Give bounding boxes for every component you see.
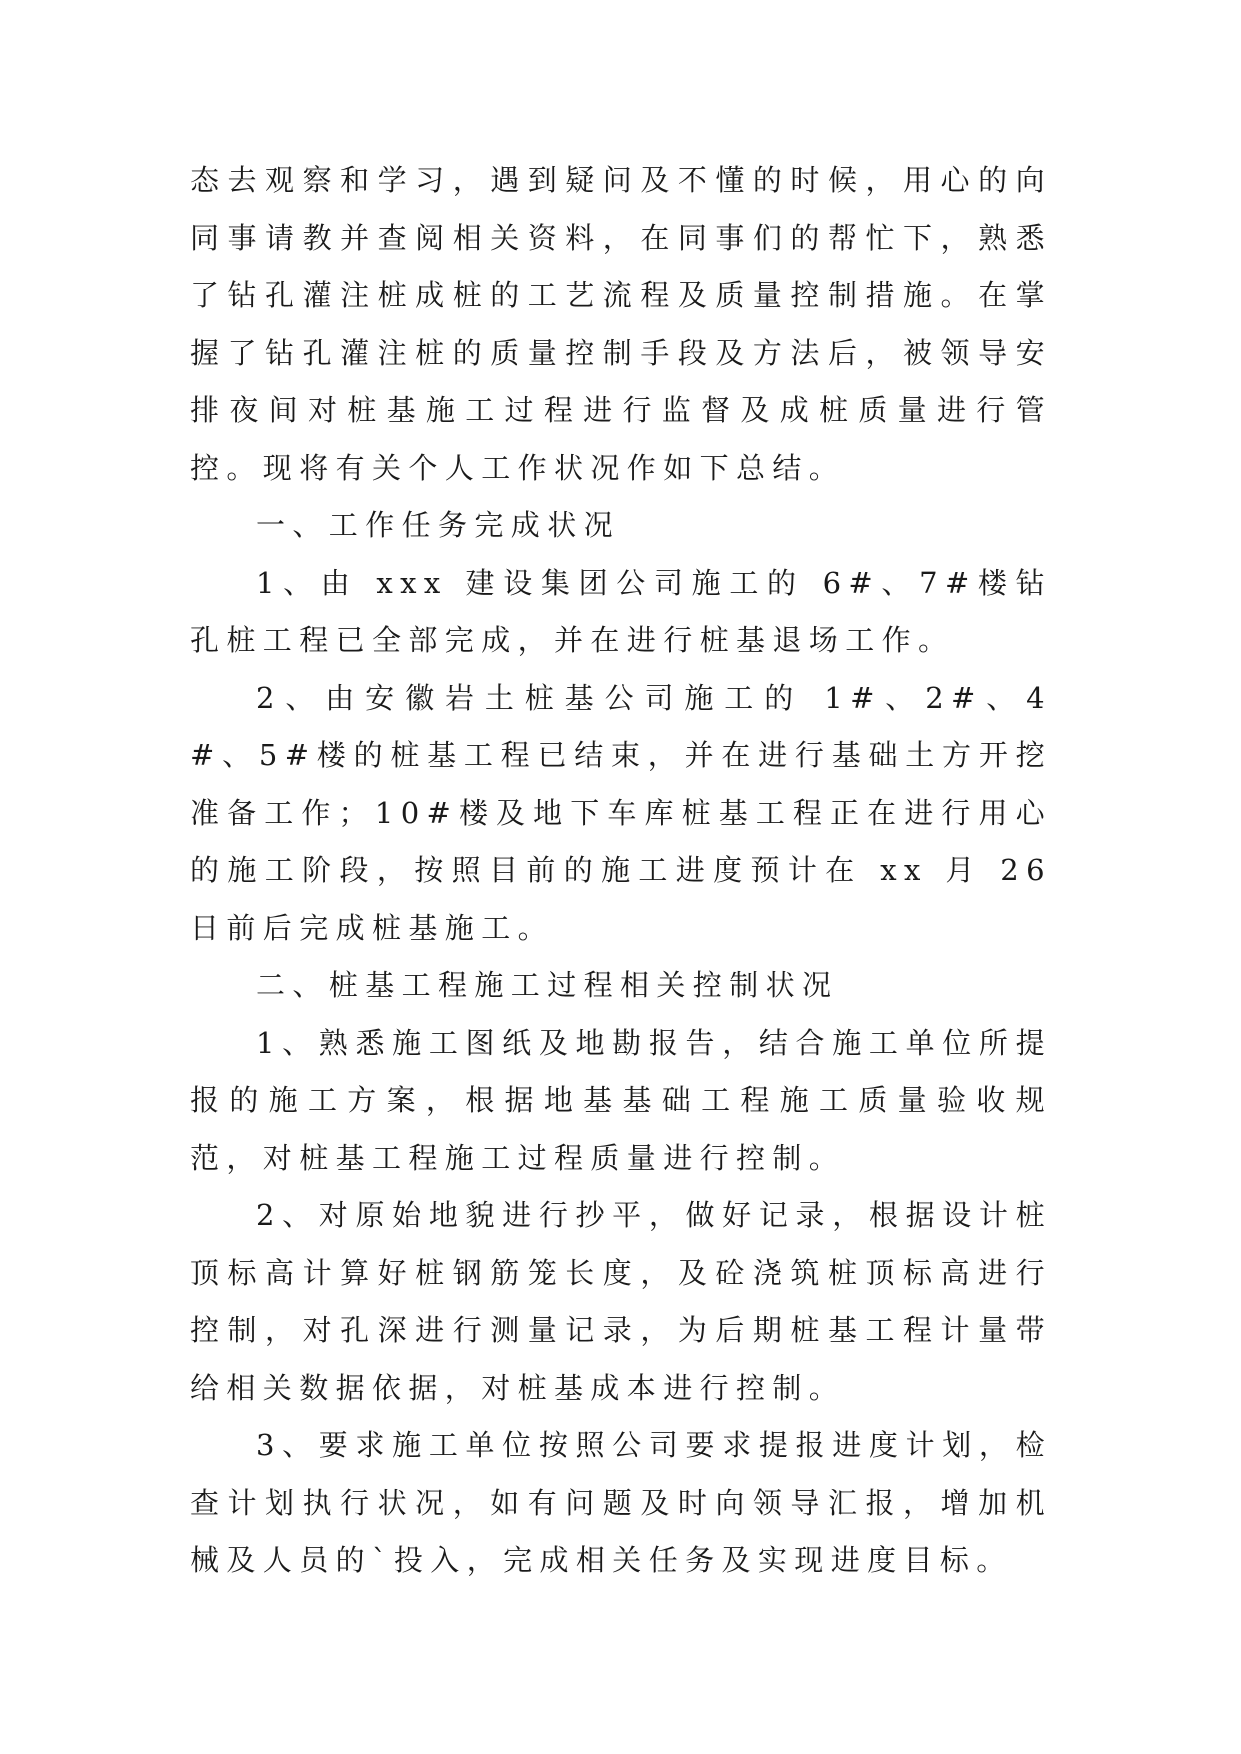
paragraph-task-item-2: 2、由安徽岩土桩基公司施工的 1#、2#、4#、5#楼的桩基工程已结束，并在进行基础土方开挖准备工作；10#楼及地下车库桩基工程正在进行用心的施工阶段，按照目前的施工进度预计在 xx 月 26 日前后完成桩基施工。 (190, 680, 1052, 945)
paragraph-task-item-1: 1、由 xxx 建设集团公司施工的 6#、7#楼钻孔桩工程已全部完成，并在进行桩基退场工作。 (190, 565, 1052, 657)
paragraph-control-item-2: 2、对原始地貌进行抄平，做好记录，根据设计桩顶标高计算好桩钢筋笼长度，及砼浇筑桩顶标高进行控制，对孔深进行测量记录，为后期桩基工程计量带给相关数据依据，对桩基成本进行控制。 (190, 1198, 1052, 1405)
paragraph-intro-continuation: 态去观察和学习，遇到疑问及不懂的时候，用心的向同事请教并查阅相关资料，在同事们的帮忙下，熟悉了钻孔灌注桩成桩的工艺流程及质量控制措施。在掌握了钻孔灌注桩的质量控制手段及方法后，被领导安排夜间对桩基施工过程进行监督及成桩质量进行管控。现将有关个人工作状况作如下总结。 (190, 163, 1052, 485)
section-heading-task-status: 一、工作任务完成状况 (256, 508, 621, 542)
paragraph-control-item-3: 3、要求施工单位按照公司要求提报进度计划，检查计划执行状况，如有问题及时向领导汇报，增加机械及人员的`投入，完成相关任务及实现进度目标。 (190, 1428, 1052, 1577)
paragraph-control-item-1: 1、熟悉施工图纸及地勘报告，结合施工单位所提报的施工方案，根据地基基础工程施工质量验收规范，对桩基工程施工过程质量进行控制。 (190, 1025, 1052, 1175)
document-body (190, 152, 1052, 1590)
section-heading-control-status: 二、桩基工程施工过程相关控制状况 (256, 968, 839, 1002)
